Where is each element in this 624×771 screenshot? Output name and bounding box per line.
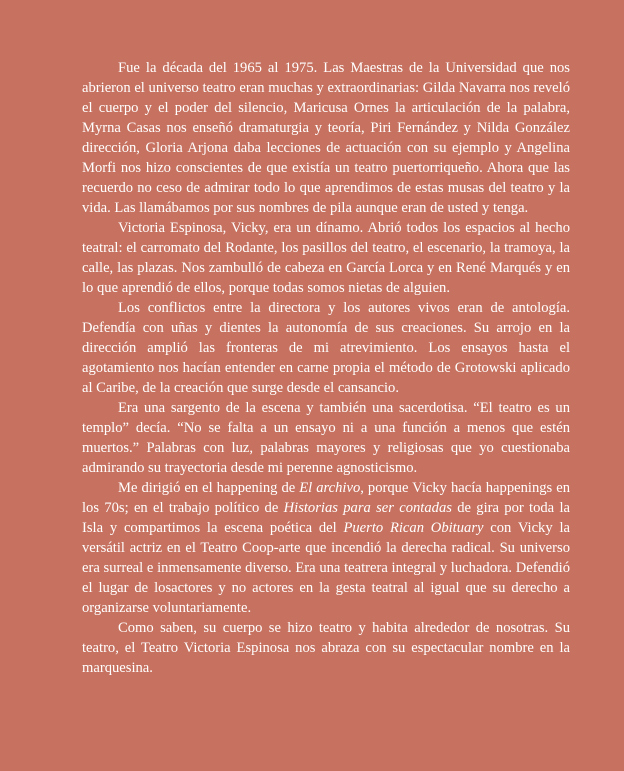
paragraph <box>82 298 570 398</box>
paragraph <box>82 478 570 618</box>
text-run: con Vicky la versátil actriz en el Teatro Coop-arte que incendió la derecha radical. Su universo era surreal e inmensamente diverso. Era una teatrera integral y luchadora. Defendió el lugar de losactores y no actores en la gesta teatral al igual que su derecho a organizarse voluntariamente. <box>82 520 570 616</box>
text-run: Como saben, su cuerpo se hizo teatro y habita alrededor de nosotras. Su teatro, el Teatro Victoria Espinosa nos abraza con su espectacular nombre en la marquesina. <box>82 620 570 676</box>
paragraph <box>82 218 570 298</box>
paragraph <box>82 618 570 678</box>
italic-title: El archivo <box>299 480 361 496</box>
text-run: Victoria Espinosa, Vicky, era un dínamo. Abrió todos los espacios al hecho teatral: el carromato del Rodante, los pasillos del teatro, el escenario, la tramoya, la calle, las plazas. Nos zambulló de cabeza en García Lorca y en René Marqués y en lo que aprendió de ellos, porque todas somos nietas de alguien. <box>82 220 570 296</box>
italic-title: Puerto Rican Obituary <box>343 520 484 536</box>
paragraph <box>82 58 570 218</box>
italic-title: Historias para ser contadas <box>283 500 452 516</box>
paragraph <box>82 398 570 478</box>
text-run: Fue la década del 1965 al 1975. Las Maestras de la Universidad que nos abrieron el universo teatro eran muchas y extraordinarias: Gilda Navarra nos reveló el cuerpo y el poder del silencio, Maricusa Ornes la articulación de la palabra, Myrna Casas nos enseñó dramaturgia y teoría, Piri Fernández y Nilda González dirección, Gloria Arjona daba lecciones de actuación con su ejemplo y Angelina Morfi nos hizo conscientes de que existía un teatro puertorriqueño. Ahora que las recuerdo no ceso de admirar todo lo que aprendimos de estas musas del teatro y la vida. Las llamábamos por sus nombres de pila aunque eran de usted y tenga. <box>82 60 570 216</box>
text-run: , porque Vicky hacía happenings en los 70s; en el trabajo político de <box>82 480 570 516</box>
text-run: de gira por toda la Isla y compartimos la escena poética del <box>82 500 570 536</box>
text-run: Me dirigió en el happening de <box>118 480 300 496</box>
body-text <box>82 58 570 678</box>
text-run: Era una sargento de la escena y también una sacerdotisa. “El teatro es un templo” decía. “No se falta a un ensayo ni a una función a menos que estén muertos.” Palabras con luz, palabras mayores y religiosas que yo cuestionaba admirando su trayectoria desde mi perenne agnosticismo. <box>82 400 570 476</box>
text-run: Los conflictos entre la directora y los autores vivos eran de antología. Defendía con uñas y dientes la autonomía de sus creaciones. Su arrojo en la dirección amplió las fronteras de mi atrevimiento. Los ensayos hasta el agotamiento nos hacían entender en carne propia el método de Grotowski aplicado al Caribe, de la creación que surge desde el cansancio. <box>82 300 570 396</box>
